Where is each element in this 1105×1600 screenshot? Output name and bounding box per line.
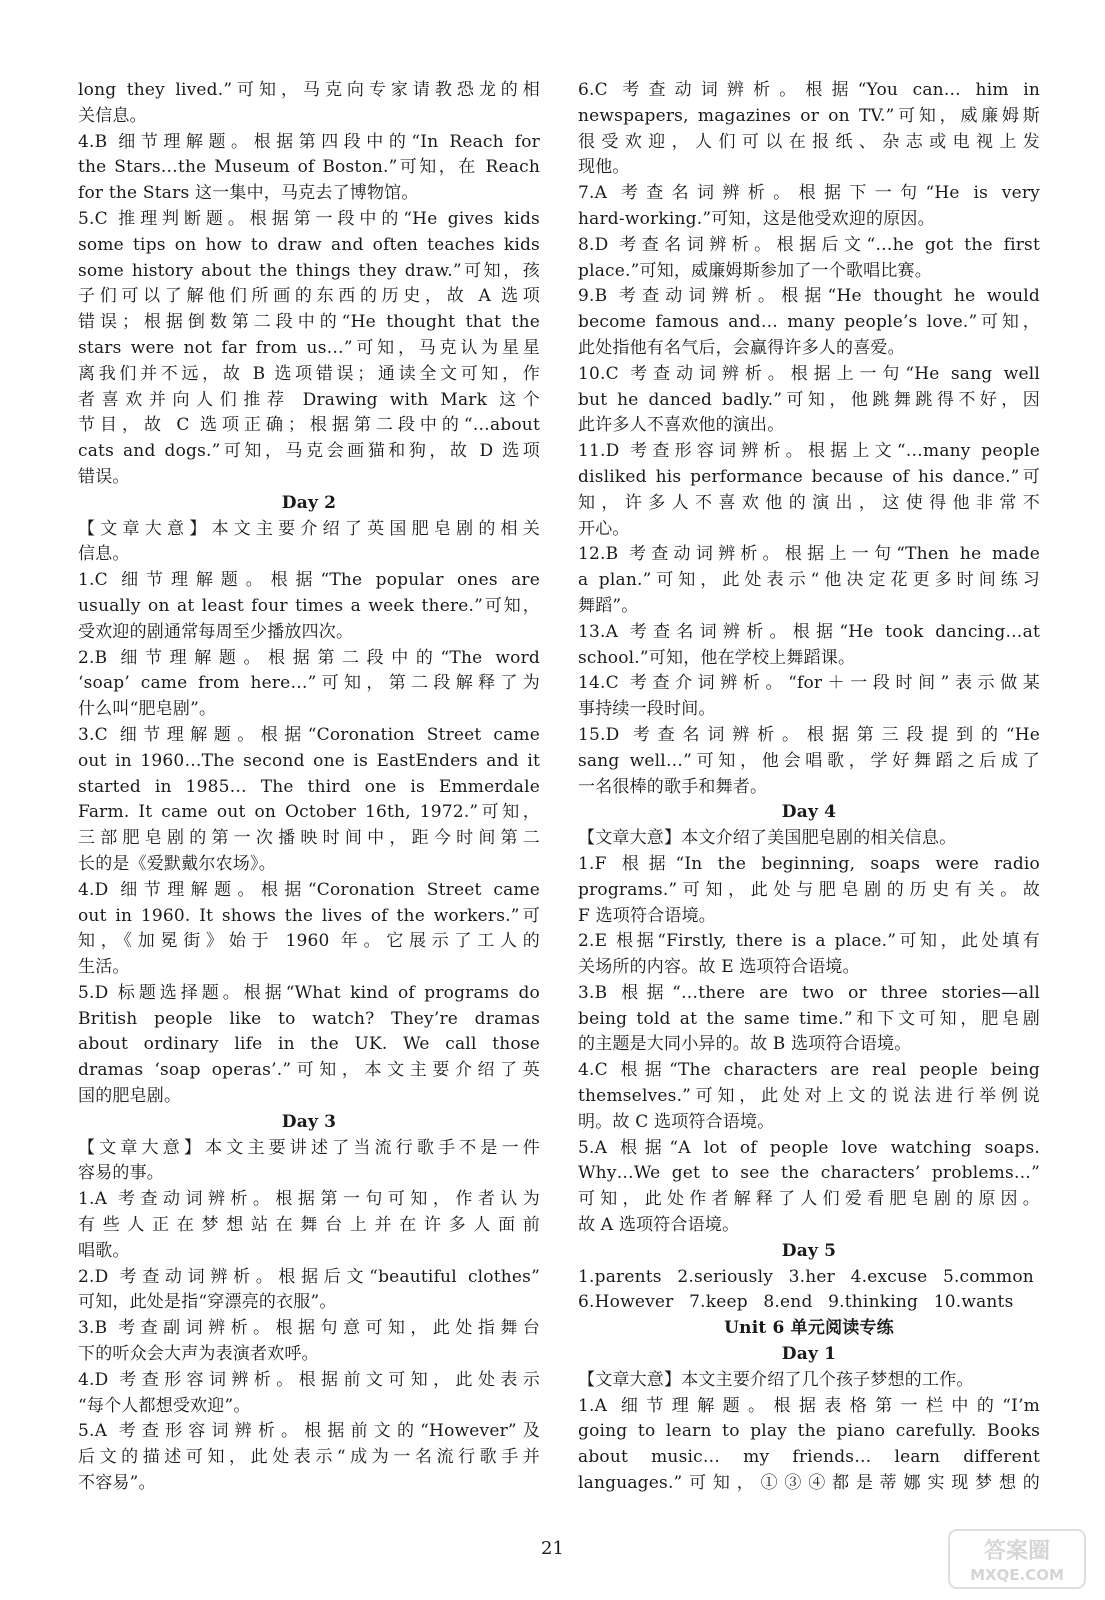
text-line: 错误。 [78,466,130,487]
answer-line: 6.However 7.keep 8.end 9.thinking 10.wants [578,1292,1014,1313]
text-line: 此处指他有名气后，会赢得许多人的喜爱。 [578,337,905,358]
text-line: cats and dogs.”可知，马克会画猫和狗，故 D 选项 [78,441,540,462]
text-line: 10.C 考查动词辨析。根据上一句“He sang well [578,363,1040,384]
watermark-logo [947,1528,1087,1590]
watermark-url: MXQE.COM [970,1566,1064,1584]
text-line: 信息。 [78,544,130,565]
text-line: British people like to watch? They’re dramas [78,1008,540,1029]
text-line: stars were not far from us…”可知，马克认为星星 [78,337,540,358]
text-line: 可知，此处作者解释了人们爱看肥皂剧的原因。 [578,1189,1040,1210]
text-line: going to learn to play the piano carefully. Books [578,1421,1040,1442]
text-line: 很受欢迎，人们可以在报纸、杂志或电视上发 [578,131,1040,152]
text-line: 5.C 推理判断题。根据第一段中的“He gives kids [78,208,540,229]
text-line: 离我们并不远，故 B 选项错误；通读全文可知，作 [78,363,540,384]
text-line: Farm. It came out on October 16th, 1972.”可知， [78,802,540,823]
text-line: 7.A 考查名词辨析。根据下一句“He is very [578,183,1040,204]
text-line: a plan.”可知，此处表示“他决定花更多时间练习 [578,570,1040,591]
text-line: themselves.”可知，此处对上文的说法进行举例说 [578,1086,1040,1107]
text-line: 三部肥皂剧的第一次播映时间中，距今时间第二 [78,828,540,849]
text-line: 错误；根据倒数第二段中的“He thought that the [78,312,540,333]
text-line: for the Stars 这一集中，马克去了博物馆。 [78,183,419,204]
section-heading: Day 5 [781,1240,837,1261]
section-heading: Day 1 [781,1344,837,1365]
text-line: 3.B 考查副词辨析。根据句意可知，此处指舞台 [78,1318,540,1339]
text-line: 【文章大意】本文主要介绍了英国肥皂剧的相关 [78,518,540,539]
text-line: 【文章大意】本文介绍了美国肥皂剧的相关信息。 [578,828,957,849]
text-line: 5.A 根据“A lot of people love watching soaps. [578,1137,1040,1158]
text-line: some history about the things they draw.”可知，孩 [78,260,540,281]
text-line: 有些人正在梦想站在舞台上并在许多人面前 [78,1215,540,1236]
text-line: started in 1985… The third one is Emmerdale [78,776,540,797]
text-line: 明。故 C 选项符合语境。 [578,1111,775,1132]
text-line: 此许多人不喜欢他的演出。 [578,415,785,436]
watermark-title: 答案圈 [983,1539,1051,1564]
text-line: 1.C 细节理解题。根据“The popular ones are [78,570,540,591]
page-number: 21 [541,1538,564,1559]
text-line: 2.E 根据“Firstly, there is a place.”可知，此处填有 [578,931,1040,952]
text-line: long they lived.”可知，马克向专家请教恐龙的相 [78,80,540,100]
text-line: 者喜欢并向人们推荐 Drawing with Mark 这个 [78,389,540,410]
section-heading: Day 2 [281,492,337,513]
text-line: sang well…”可知，他会唱歌，学好舞蹈之后成了 [578,750,1040,771]
text-line: 12.B 考查动词辨析。根据上一句“Then he made [578,544,1040,565]
text-line: 长的是《爱默戴尔农场》。 [78,853,276,874]
text-line: 6.C 考查动词辨析。根据“You can… him in [578,80,1040,100]
text-line: 1.F 根据“In the beginning, soaps were radio [578,853,1040,874]
text-line: 3.B 根据“…there are two or three stories—all [578,982,1040,1003]
text-line: programs.”可知，此处与肥皂剧的历史有关。故 [578,879,1040,900]
text-line: 13.A 考查名词辨析。根据“He took dancing…at [578,621,1040,642]
text-line: 【文章大意】本文主要介绍了几个孩子梦想的工作。 [578,1369,974,1390]
text-line: dramas ‘soap operas’.”可知，本文主要介绍了英 [78,1060,540,1081]
text-line: disliked his performance because of his dance.”可 [578,466,1040,487]
text-line: 舞蹈”。 [578,595,639,616]
text-line: 唱歌。 [78,1240,130,1261]
text-line: usually on at least four times a week there.”可知， [78,595,540,616]
text-line: about ordinary life in the UK. We call those [78,1034,540,1055]
text-line: 故 A 选项符合语境。 [578,1215,740,1236]
answer-line: 1.parents 2.seriously 3.her 4.excuse 5.common [578,1266,1034,1287]
text-line: become famous and… many people’s love.”可知， [578,312,1040,333]
text-line: but he danced badly.”可知，他跳舞跳得不好，因 [578,389,1040,410]
text-line: 容易的事。 [78,1163,164,1184]
text-line: 什么叫“肥皂剧”。 [78,699,217,720]
text-line: 4.C 根据“The characters are real people being [578,1060,1040,1081]
text-line: 受欢迎的剧通常每周至少播放四次。 [78,621,354,642]
left-column [78,78,540,1497]
text-line: newspapers, magazines or on TV.”可知，威廉姆斯 [578,105,1040,126]
section-heading: Day 3 [281,1111,337,1132]
text-line: languages.”可知，①③④都是蒂娜实现梦想的 [578,1473,1040,1494]
section-heading: Day 4 [781,802,837,823]
text-line: 14.C 考查介词辨析。“for＋一段时间”表示做某 [578,673,1040,694]
text-line: 现他。 [578,157,630,178]
text-line: “每个人都想受欢迎”。 [78,1395,251,1416]
text-line: F 选项符合语境。 [578,905,716,926]
text-line: 4.D 细节理解题。根据“Coronation Street came [78,879,540,900]
text-line: 2.B 细节理解题。根据第二段中的“The word [78,647,540,668]
text-line: out in 1960. It shows the lives of the workers.”可 [78,905,540,926]
text-line: some tips on how to draw and often teaches kids [78,234,540,255]
text-line: the Stars…the Museum of Boston.”可知，在 Reach [78,157,540,178]
text-line: 子们可以了解他们所画的东西的历史，故 A 选项 [78,286,540,307]
text-line: 3.C 细节理解题。根据“Coronation Street came [78,724,540,745]
text-line: 1.A 细节理解题。根据表格第一栏中的“I’m [578,1395,1040,1416]
text-line: 8.D 考查名词辨析。根据后文“…he got the first [578,234,1040,255]
text-line: about music… my friends… learn different [578,1447,1040,1468]
text-line: 可知，此处是指“穿漂亮的衣服”。 [78,1292,337,1313]
text-line: out in 1960…The second one is EastEnders and it [78,750,540,771]
text-line: 国的肥皂剧。 [78,1086,182,1107]
text-line: 一名很棒的歌手和舞者。 [578,776,768,797]
text-line: 事持续一段时间。 [578,699,716,720]
text-line: 4.B 细节理解题。根据第四段中的“In Reach for [78,131,540,152]
text-line: Why…We get to see the characters’ problems…” [578,1163,1040,1184]
text-line: school.”可知，他在学校上舞蹈课。 [578,647,856,668]
text-line: hard-working.”可知，这是他受欢迎的原因。 [578,208,935,229]
text-line: 开心。 [578,518,630,539]
text-line: 4.D 考查形容词辨析。根据前文可知，此处表示 [78,1369,540,1390]
text-line: 2.D 考查动词辨析。根据后文“beautiful clothes” [78,1266,540,1287]
text-line: 9.B 考查动词辨析。根据“He thought he would [578,286,1040,307]
text-line: 知，《加冕街》始于 1960 年。它展示了工人的 [78,931,540,952]
section-heading: Unit 6 单元阅读专练 [724,1318,894,1339]
text-line: 15.D 考查名词辨析。根据第三段提到的“He [578,724,1040,745]
text-line: 的主题是大同小异的。故 B 选项符合语境。 [578,1034,912,1055]
text-line: 1.A 考查动词辨析。根据第一句可知，作者认为 [78,1189,540,1210]
text-line: 关信息。 [78,105,147,126]
text-line: 知，许多人不喜欢他的演出，这使得他非常不 [578,492,1040,513]
text-line: 【文章大意】本文主要讲述了当流行歌手不是一件 [78,1137,540,1158]
text-line: ‘soap’ came from here…”可知，第二段解释了为 [78,673,540,694]
text-line: 11.D 考查形容词辨析。根据上文“…many people [578,441,1040,462]
text-line: being told at the same time.”和下文可知，肥皂剧 [578,1008,1040,1029]
text-line: 5.A 考查形容词辨析。根据前文的“However”及 [78,1421,540,1442]
text-line: 下的听众会大声为表演者欢呼。 [78,1344,319,1365]
text-line: place.”可知，威廉姆斯参加了一个歌唱比赛。 [578,260,932,281]
text-line: 生活。 [78,957,130,978]
text-line: 5.D 标题选择题。根据“What kind of programs do [78,982,540,1003]
text-line: 不容易”。 [78,1473,156,1494]
text-line: 后文的描述可知，此处表示“成为一名流行歌手并 [78,1447,540,1468]
text-line: 节目，故 C 选项正确；根据第二段中的“…about [78,415,540,436]
text-line: 关场所的内容。故 E 选项符合语境。 [578,957,860,978]
right-column [578,78,1040,1497]
